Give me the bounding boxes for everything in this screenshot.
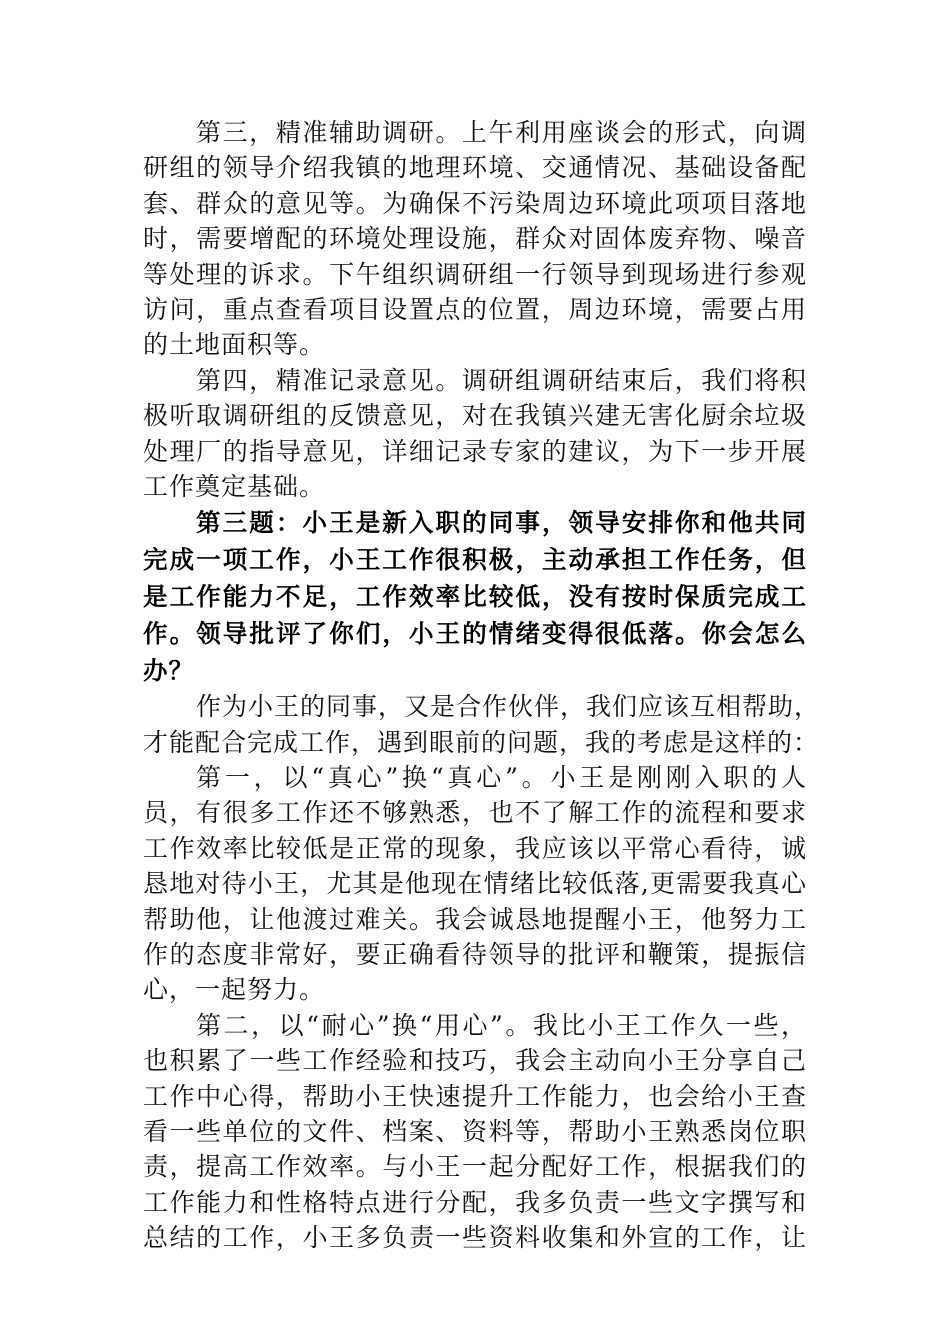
text-line: 的土地面积等。 — [143, 330, 326, 360]
text-line: 作为小王的同事，又是合作伙伴，我们应该互相帮助， — [196, 692, 821, 722]
text-line: 帮助他，让他渡过难关。我会诚恳地提醒小王，他努力工 — [143, 904, 807, 934]
text-line: 作的态度非常好，要正确看待领导的批评和鞭策，提振信 — [143, 940, 807, 970]
text-line: 工作中心得，帮助小王快速提升工作能力，也会给小王查 — [143, 1081, 807, 1111]
text-line: 第三，精准辅助调研。上午利用座谈会的形式，向调 — [196, 118, 807, 147]
text-line: 工作效率比较低是正常的现象，我应该以平常心看待，诚 — [143, 833, 807, 863]
text-line: 处理厂的指导意见，详细记录专家的建议，为下一步开展 — [143, 436, 807, 466]
text-line: 等处理的诉求。下午组织调研组一行领导到现场进行参观 — [143, 259, 807, 289]
text-line: 第二，以“耐心”换“用心”。我比小王工作久一些， — [196, 1010, 807, 1040]
text-line: 员，有很多工作还不够熟悉，也不了解工作的流程和要求 — [143, 798, 807, 828]
text-line: 工作奠定基础。 — [143, 471, 326, 501]
paragraph-step-four — [143, 363, 807, 505]
text-line: 第四，精准记录意见。调研组调研结束后，我们将积 — [196, 365, 807, 395]
text-line: 访问，重点查看项目设置点的位置，周边环境，需要占用 — [143, 294, 807, 324]
question-line: 完成一项工作，小王工作很积极，主动承担工作任务，但 — [143, 545, 807, 575]
paragraph-step-three — [143, 115, 807, 363]
paragraph-point-two — [143, 1008, 807, 1256]
text-line: 研组的领导介绍我镇的地理环境、交通情况、基础设备配 — [143, 153, 807, 183]
question-line: 办？ — [143, 656, 194, 686]
paragraph-point-one — [143, 760, 807, 1008]
question-line: 第三题：小王是新入职的同事，领导安排你和他共同 — [196, 508, 807, 538]
text-line: 责，提高工作效率。与小王一起分配好工作，根据我们的 — [143, 1152, 807, 1182]
question-line: 作。领导批评了你们，小王的情绪变得很低落。你会怎么 — [143, 619, 807, 649]
text-line: 套、群众的意见等。为确保不污染周边环境此项项目落地 — [143, 188, 807, 218]
text-line: 看一些单位的文件、档案、资料等，帮助小王熟悉岗位职 — [143, 1116, 807, 1146]
question-line: 是工作能力不足，工作效率比较低，没有按时保质完成工 — [143, 582, 807, 612]
text-line: 恳地对待小王，尤其是他现在情绪比较低落,更需要我真心 — [143, 869, 807, 899]
text-line: 工作能力和性格特点进行分配，我多负责一些文字撰写和 — [143, 1187, 807, 1217]
question-three-heading — [143, 504, 807, 689]
text-line: 第一，以“真心”换“真心”。小王是刚刚入职的人 — [196, 763, 807, 793]
text-line: 总结的工作，小王多负责一些资料收集和外宣的工作，让 — [143, 1223, 807, 1253]
text-line: 时，需要增配的环境处理设施，群众对固体废弃物、噪音 — [143, 224, 807, 254]
text-line: 才能配合完成工作，遇到眼前的问题，我的考虑是这样的： — [143, 727, 820, 757]
text-line: 心，一起努力。 — [143, 975, 326, 1005]
text-line: 极听取调研组的反馈意见，对在我镇兴建无害化厨余垃圾 — [143, 401, 807, 431]
document-page — [143, 115, 821, 1256]
text-line: 也积累了一些工作经验和技巧，我会主动向小王分享自己 — [143, 1046, 807, 1076]
paragraph-intro — [143, 689, 821, 760]
